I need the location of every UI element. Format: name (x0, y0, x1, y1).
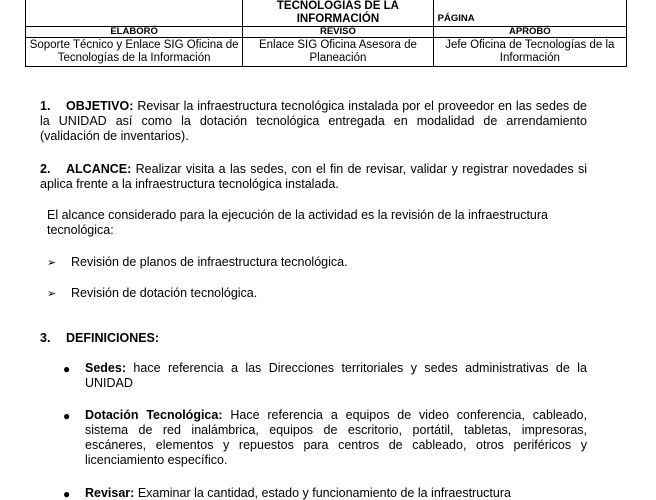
reviso-label: REVISÓ (243, 27, 433, 38)
definition-term: Dotación Tecnológica: (85, 408, 223, 422)
definition-text: Hace referencia a equipos de video conferencia, cableado, sistema de red inalámbrica, equipos de escritorio, portátil, tabletas, impresoras, escáneres, elementos y repuestos para centros de cableado, otros periféricos y licenciamiento específico. (85, 408, 587, 467)
definition-term: Revisar: (85, 486, 135, 500)
objetivo-title: OBJETIVO: (66, 99, 134, 113)
aprobo-label: APROBÓ (433, 27, 626, 38)
elaboro-label: ELABORÓ (26, 27, 243, 38)
process-title: TECNOLOGÍAS DE LA INFORMACIÓN (243, 0, 433, 27)
alcance-number: 2. (40, 162, 51, 176)
bullet-icon: ● (63, 409, 71, 423)
header-table (25, 0, 627, 67)
header-logo-cell (26, 0, 243, 27)
alcance-text: Realizar visita a las sedes, con el fin de revisar, validar y registrar novedades si aplica frente a la infraestructura tecnológica instalada. (40, 162, 587, 191)
objetivo-number: 1. (40, 99, 51, 113)
reviso-value: Enlace SIG Oficina Asesora de Planeación (243, 38, 433, 67)
definition-text: hace referencia a las Direcciones territoriales y sedes administrativas de la UNIDAD (85, 361, 587, 390)
elaboro-value: Soporte Técnico y Enlace SIG Oficina de Tecnologías de la Información (26, 38, 243, 67)
definition-text: Examinar la cantidad, estado y funcionamiento de la infraestructura (137, 486, 511, 500)
definiciones-number: 3. (40, 331, 51, 345)
definiciones-heading (40, 331, 587, 346)
bullet-icon: ● (63, 362, 71, 376)
arrow-bullet-icon: ➢ (47, 288, 57, 300)
aprobo-value: Jefe Oficina de Tecnologías de la Información (433, 38, 626, 67)
definition-item (85, 408, 587, 468)
objetivo-text: Revisar la infraestructura tecnológica instalada por el proveedor en las sedes de la UNIDAD así como la dotación tecnológica entregada en modalidad de arrendamiento (validación de inventarios). (40, 99, 587, 143)
objetivo-section (40, 99, 587, 144)
definiciones-title: DEFINICIONES: (66, 331, 160, 345)
alcance-intro: El alcance considerado para la ejecución de la actividad es la revisión de la infraestructura tecnológica: (47, 208, 548, 237)
alcance-item: ➢ Revisión de dotación tecnológica. (47, 286, 258, 300)
bullet-icon: ● (63, 487, 71, 500)
alcance-section (40, 162, 587, 192)
page-label: PÁGINA (433, 0, 626, 27)
alcance-item: ➢ Revisión de planos de infraestructura tecnológica. (47, 255, 348, 269)
arrow-bullet-icon: ➢ (47, 257, 57, 269)
definition-term: Sedes: (85, 361, 126, 375)
definition-item (85, 361, 587, 391)
alcance-title: ALCANCE: (66, 162, 132, 176)
definition-item (85, 486, 587, 500)
